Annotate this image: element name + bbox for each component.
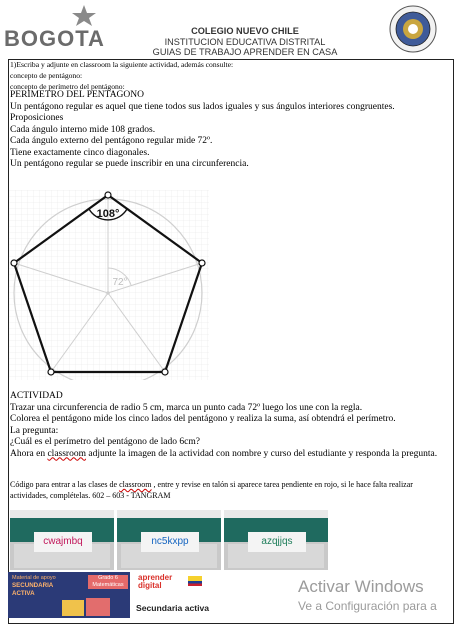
proposition-4: Un pentágono regular se puede inscribir en una circunferencia. (10, 159, 249, 169)
school-seal-icon (389, 5, 437, 53)
secundaria-activa-banner (8, 572, 130, 618)
logo-text: BOGOTA (4, 26, 105, 51)
intro-line-1: 1)Escriba y adjunte en classroom la siguiente actividad, además consulte: (10, 60, 234, 69)
activity-line-1: Trazar una circunferencia de radio 5 cm, marca un punto cada 72º luego los une con la regla. (10, 402, 363, 413)
codes-after: , entre y revise en talón si aparece tarea pendiente en rojo, si le hace falta realizar actividades, complételas. 602 – 603 - TANGRAM (10, 480, 413, 500)
class-code-1: cwajmbq (34, 532, 92, 552)
codes-before: Código para entrar a las clases de (10, 480, 120, 489)
class-code-3: azqjjqs (248, 532, 306, 552)
school-name: COLEGIO NUEVO CHILE (191, 26, 299, 36)
definition: Un pentágono regular es aquel que tiene todos sus lados iguales y sus ángulos interiores congruentes. (10, 101, 395, 112)
thumb-toolbar (117, 510, 221, 518)
grade-badge: Grado 6 Matemáticas (88, 575, 128, 589)
instr-after: adjunte la imagen de la actividad con nombre y curso del estudiante y responda la pregunta. (86, 448, 438, 459)
central-angle-label: 72° (112, 277, 128, 288)
intro-instructions (10, 59, 450, 92)
question-label: La pregunta: (10, 425, 59, 436)
section-heading: PERIMETRO DEL PENTAGONO (10, 90, 144, 100)
guide-title: GUIAS DE TRABAJO APRENDER EN CASA (152, 47, 338, 57)
colombia-flag-icon (188, 576, 202, 586)
proposition-3: Tiene exactamente cinco diagonales. (10, 147, 150, 158)
intro-line-2: concepto de pentágono: (10, 71, 83, 80)
institution-name: INSTITUCION EDUCATIVA DISTRITAL (164, 36, 326, 47)
intro-line-3: concepto de perímetro del pentágono: (10, 82, 125, 91)
aprender-digital-logo (136, 572, 216, 618)
pentagon-figure (9, 190, 209, 380)
activa-word: ACTIVA (12, 589, 35, 597)
digital-word: digital (138, 581, 162, 590)
proposition-1: Cada ángulo interno mide 108 grados. (10, 124, 156, 135)
watermark-line-1: Activar Windows (298, 577, 424, 596)
instr-before: Ahora en (10, 448, 48, 459)
secundaria-activa-label: Secundaria activa (136, 603, 210, 613)
windows-activation-watermark (298, 577, 437, 615)
activity-section (10, 391, 450, 460)
bogota-logo (4, 4, 104, 52)
classroom-thumbnail-1 (10, 510, 114, 570)
activity-instruction (10, 449, 450, 461)
thumb-toolbar (224, 510, 328, 518)
thumb-toolbar (10, 510, 114, 518)
aprender-word: aprender (138, 573, 173, 582)
class-code-2: nc5kxpp (141, 532, 199, 552)
star-icon (66, 4, 102, 28)
activity-line-2: Colorea el pentágono mide los cinco lados del pentágono y realiza la suma, así obtendrá el perímetro. (10, 414, 396, 424)
school-header (120, 26, 370, 58)
proposition-2: Cada ángulo externo del pentágono regular mide 72º. (10, 136, 213, 146)
codes-classroom-word: classroom (119, 480, 152, 489)
instr-classroom-word: classroom (47, 448, 86, 459)
activity-title: ACTIVIDAD (10, 391, 63, 401)
material-label: Material de apoyo (12, 575, 56, 581)
center-point (106, 291, 110, 295)
propositions-title: Proposiciones (10, 113, 64, 123)
classroom-codes-text (10, 479, 440, 501)
classroom-thumbnail-3 (224, 510, 328, 570)
secundaria-activa-title (12, 582, 53, 597)
classroom-thumbnail-2 (117, 510, 221, 570)
book-icon (58, 594, 118, 618)
question: ¿Cuál es el perímetro del pentágono de lado 6cm? (10, 437, 200, 447)
aprender-digital-text (138, 574, 172, 590)
watermark-line-2: Ve a Configuración para a (298, 599, 437, 613)
interior-angle-label: 108° (96, 208, 120, 220)
pentagon-theory (10, 90, 450, 171)
secundaria-word: SECUNDARIA (12, 582, 54, 589)
